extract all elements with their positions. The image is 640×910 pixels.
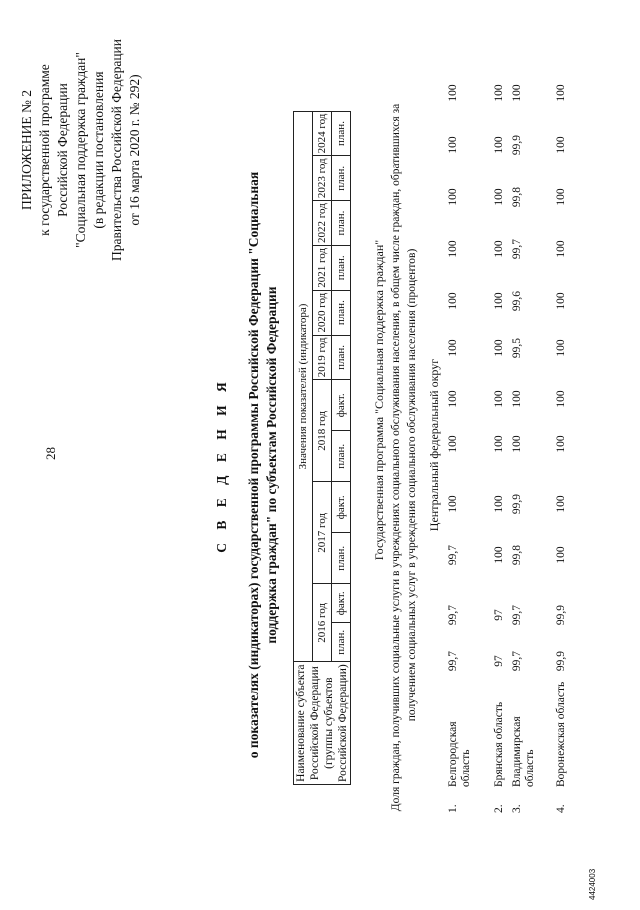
name-header-line: Наименование субъекта	[295, 664, 307, 782]
appendix-line: к государственной программе	[37, 64, 52, 236]
table-row	[555, 0, 585, 813]
row-region-name: Воронежская область	[555, 681, 567, 787]
row-value: 100	[493, 339, 505, 357]
heading-line: о показателях (индикаторах) государственной программы Российской Федерации "Социальная	[246, 171, 261, 759]
row-value: 100	[493, 84, 505, 102]
year-header: 2021 год	[313, 245, 332, 290]
plan-header: план.	[332, 156, 351, 201]
row-value: 100	[447, 84, 459, 102]
row-value: 100	[447, 292, 459, 310]
heading-line: поддержка граждан" по субъектам Российской Федерации	[264, 286, 279, 644]
fact-header: факт.	[332, 482, 351, 533]
row-value: 100	[555, 240, 567, 258]
plan-header: план.	[332, 431, 351, 482]
row-value: 99,7	[511, 650, 523, 672]
row-value: 99,7	[511, 238, 523, 260]
row-number: 3.	[511, 804, 523, 813]
plan-header: план.	[332, 111, 351, 156]
row-value: 100	[493, 240, 505, 258]
row-value: 100	[555, 292, 567, 310]
plan-header: план.	[332, 245, 351, 290]
row-value: 100	[493, 292, 505, 310]
row-value: 100	[555, 188, 567, 206]
row-value: 100	[511, 84, 523, 102]
row-value: 100	[447, 390, 459, 408]
row-value: 100	[555, 84, 567, 102]
row-value: 100	[555, 136, 567, 154]
row-value: 100	[493, 390, 505, 408]
row-value: 100	[555, 495, 567, 513]
row-value: 99,7	[447, 650, 459, 672]
row-value: 100	[447, 435, 459, 453]
year-header: 2018 год	[313, 380, 332, 482]
table-row	[511, 0, 541, 813]
appendix-block	[18, 15, 144, 285]
row-number: 4.	[555, 804, 567, 813]
fact-header: факт.	[332, 584, 351, 623]
document-id: 4424003	[588, 868, 597, 900]
indicator-table	[293, 111, 351, 785]
row-number: 2.	[493, 804, 505, 813]
row-value: 100	[493, 188, 505, 206]
row-value: 99,7	[511, 604, 523, 626]
row-value: 99,8	[511, 186, 523, 208]
row-value: 99,9	[555, 604, 567, 626]
appendix-line: (в редакции постановления	[91, 71, 106, 229]
row-value: 99,9	[511, 134, 523, 156]
page-number: 28	[43, 447, 58, 460]
row-value: 100	[493, 495, 505, 513]
program-title: Государственная программа "Социальная поддержка граждан"	[372, 239, 386, 561]
year-header: 2020 год	[313, 290, 332, 335]
row-value: 99,6	[511, 290, 523, 312]
row-number: 1.	[447, 804, 459, 813]
district-title: Центральный федеральный округ	[427, 358, 441, 532]
row-value: 99,9	[555, 650, 567, 672]
row-value: 99,7	[447, 604, 459, 626]
row-value: 99,5	[511, 337, 523, 359]
row-value: 100	[447, 495, 459, 513]
values-header: Значения показателей (индикатора)	[294, 111, 313, 662]
row-value: 99,7	[447, 544, 459, 566]
row-value: 97	[493, 655, 505, 667]
plan-header: план.	[332, 335, 351, 380]
year-header: 2023 год	[313, 156, 332, 201]
row-value: 99,9	[511, 493, 523, 515]
row-value: 100	[493, 546, 505, 564]
row-region-name: Белгородская область	[447, 721, 472, 787]
indicator-line: Доля граждан, получивших социальные услуги в учреждениях социального обслуживания населения, в общем числе граждан, обратившихся за	[390, 103, 402, 812]
appendix-line: Правительства Российской Федерации	[109, 39, 124, 261]
year-header: 2019 год	[313, 335, 332, 380]
document-heading	[213, 171, 281, 759]
name-header-line: Российской Федерации)	[337, 664, 349, 782]
fact-header: факт.	[332, 380, 351, 431]
table-name-header	[294, 662, 351, 785]
row-value: 100	[555, 339, 567, 357]
row-value: 100	[447, 136, 459, 154]
plan-header: план.	[332, 290, 351, 335]
row-value: 100	[447, 240, 459, 258]
heading-title: С В Е Д Е Н И Я	[214, 377, 229, 553]
row-value: 100	[555, 435, 567, 453]
plan-header: план.	[332, 623, 351, 662]
appendix-line: "Социальная поддержка граждан"	[73, 52, 88, 248]
year-header: 2024 год	[313, 111, 332, 156]
row-value: 100	[555, 390, 567, 408]
table-row	[447, 0, 477, 813]
row-value: 97	[493, 609, 505, 621]
year-header: 2017 год	[313, 482, 332, 584]
year-header: 2022 год	[313, 201, 332, 246]
appendix-line: ПРИЛОЖЕНИЕ № 2	[19, 89, 34, 211]
row-value: 100	[447, 339, 459, 357]
name-header-line: (группы субъектов	[323, 677, 335, 769]
row-value: 100	[511, 390, 523, 408]
row-region-name: Владимирская область	[511, 716, 536, 787]
name-header-line: Российской Федерации	[309, 666, 321, 781]
row-region-name: Брянская область	[493, 701, 505, 787]
row-value: 99,8	[511, 544, 523, 566]
row-value: 100	[555, 546, 567, 564]
appendix-line: от 16 марта 2020 г. № 292)	[127, 74, 142, 226]
row-value: 100	[493, 435, 505, 453]
row-value: 100	[447, 188, 459, 206]
plan-header: план.	[332, 533, 351, 584]
row-value: 100	[511, 435, 523, 453]
plan-header: план.	[332, 201, 351, 246]
year-header: 2016 год	[313, 584, 332, 662]
indicator-line: получением социальных услуг в учреждения социального обслуживания населения (процентов)	[406, 248, 418, 722]
row-value: 100	[493, 136, 505, 154]
appendix-line: Российской Федерации	[55, 83, 70, 217]
